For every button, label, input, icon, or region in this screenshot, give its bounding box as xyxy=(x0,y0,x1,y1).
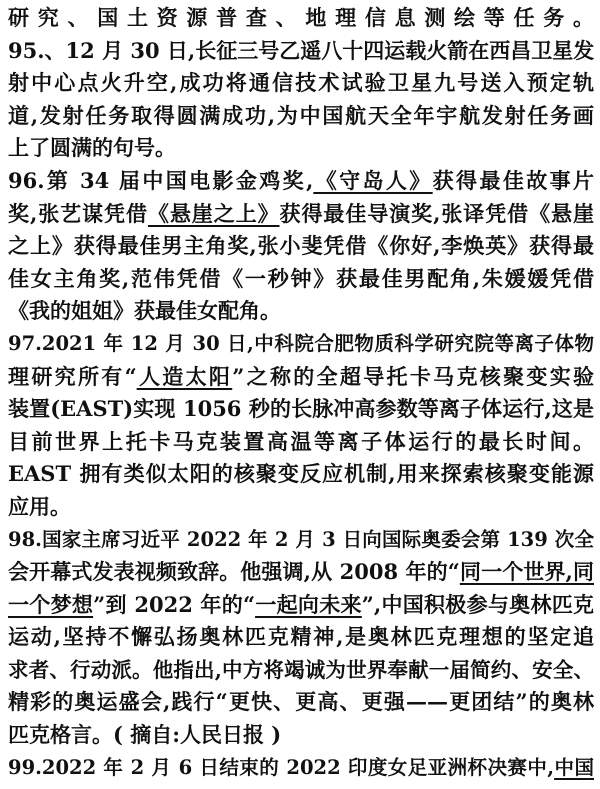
text-line: 一个梦想”到 2022 年的“一起向未来”,中国积极参与奥林匹克 xyxy=(8,591,594,617)
underlined-text: 一起向未来 xyxy=(255,591,362,617)
text-line: 求者、行动派。他指出,中方将竭诚为世界奉献一届简约、安全、 xyxy=(8,657,594,682)
text-line: 之上》获得最佳男主角奖,张小斐凭借《你好,李焕英》获得最 xyxy=(8,233,594,259)
text-line: 98.国家主席习近平 2022 年 2 月 3 日向国际奥委会第 139 次全 xyxy=(8,527,594,551)
underlined-text: 一个梦想 xyxy=(8,591,94,617)
text-line: 《我的姐姐》获最佳女配角。 xyxy=(8,298,281,324)
underlined-text: 人造太阳 xyxy=(136,363,233,389)
text-line: 研究、国土资源普查、地理信息测绘等任务。 xyxy=(8,5,594,30)
text-line: 道,发射任务取得圆满成功,为中国航天全年宇航发射任务画 xyxy=(8,102,594,128)
underlined-text: 同一个世界,同 xyxy=(459,559,594,585)
text-line: 应用。 xyxy=(8,493,71,519)
text-line: 97.2021 年 12 月 30 日,中科院合肥物质科学研究院等离子体物 xyxy=(8,331,594,355)
underlined-text: 《悬崖之上》 xyxy=(147,200,280,226)
document-page xyxy=(8,2,594,784)
text-line: 运动,坚持不懈弘扬奥林匹克精神,是奥林匹克理想的坚定追 xyxy=(8,624,594,650)
text-line: 装置(EAST)实现 1056 秒的长脉冲高参数等离子体运行,这是 xyxy=(8,396,594,422)
underlined-text: 中国 xyxy=(554,755,594,779)
text-line: 目前世界上托卡马克装置高温等离子体运行的最长时间。 xyxy=(8,428,594,454)
text-line: 佳女主角奖,范伟凭借《一秒钟》获最佳男配角,朱媛媛凭借 xyxy=(8,265,594,291)
text-line: 99.2022 年 2 月 6 日结束的 2022 印度女足亚洲杯决赛中,中国 xyxy=(8,755,594,779)
text-line: 95.、12 月 30 日,长征三号乙遥八十四运载火箭在西昌卫星发 xyxy=(8,37,594,63)
text-line: 理研究所有“人造太阳”之称的全超导托卡马克核聚变实验 xyxy=(8,363,594,389)
text-line: 奖,张艺谋凭借《悬崖之上》获得最佳导演奖,张译凭借《悬崖 xyxy=(8,200,594,226)
text-line: 匹克格言。( 摘自:人民日报 ) xyxy=(8,722,282,748)
text-line: 精彩的奥运盛会,践行“更快、更高、更强——更团结”的奥林 xyxy=(8,689,594,715)
text-line: 96.第 34 届中国电影金鸡奖,《守岛人》获得最佳故事片 xyxy=(8,167,594,193)
text-line: EAST 拥有类似太阳的核聚变反应机制,用来探索核聚变能源 xyxy=(8,461,594,487)
underlined-text: 《守岛人》 xyxy=(313,167,433,193)
text-line: 上了圆满的句号。 xyxy=(8,135,176,161)
text-line: 射中心点火升空,成功将通信技术试验卫星九号送入预定轨 xyxy=(8,70,594,96)
text-line: 会开幕式发表视频致辞。他强调,从 2008 年的“同一个世界,同 xyxy=(8,559,594,585)
